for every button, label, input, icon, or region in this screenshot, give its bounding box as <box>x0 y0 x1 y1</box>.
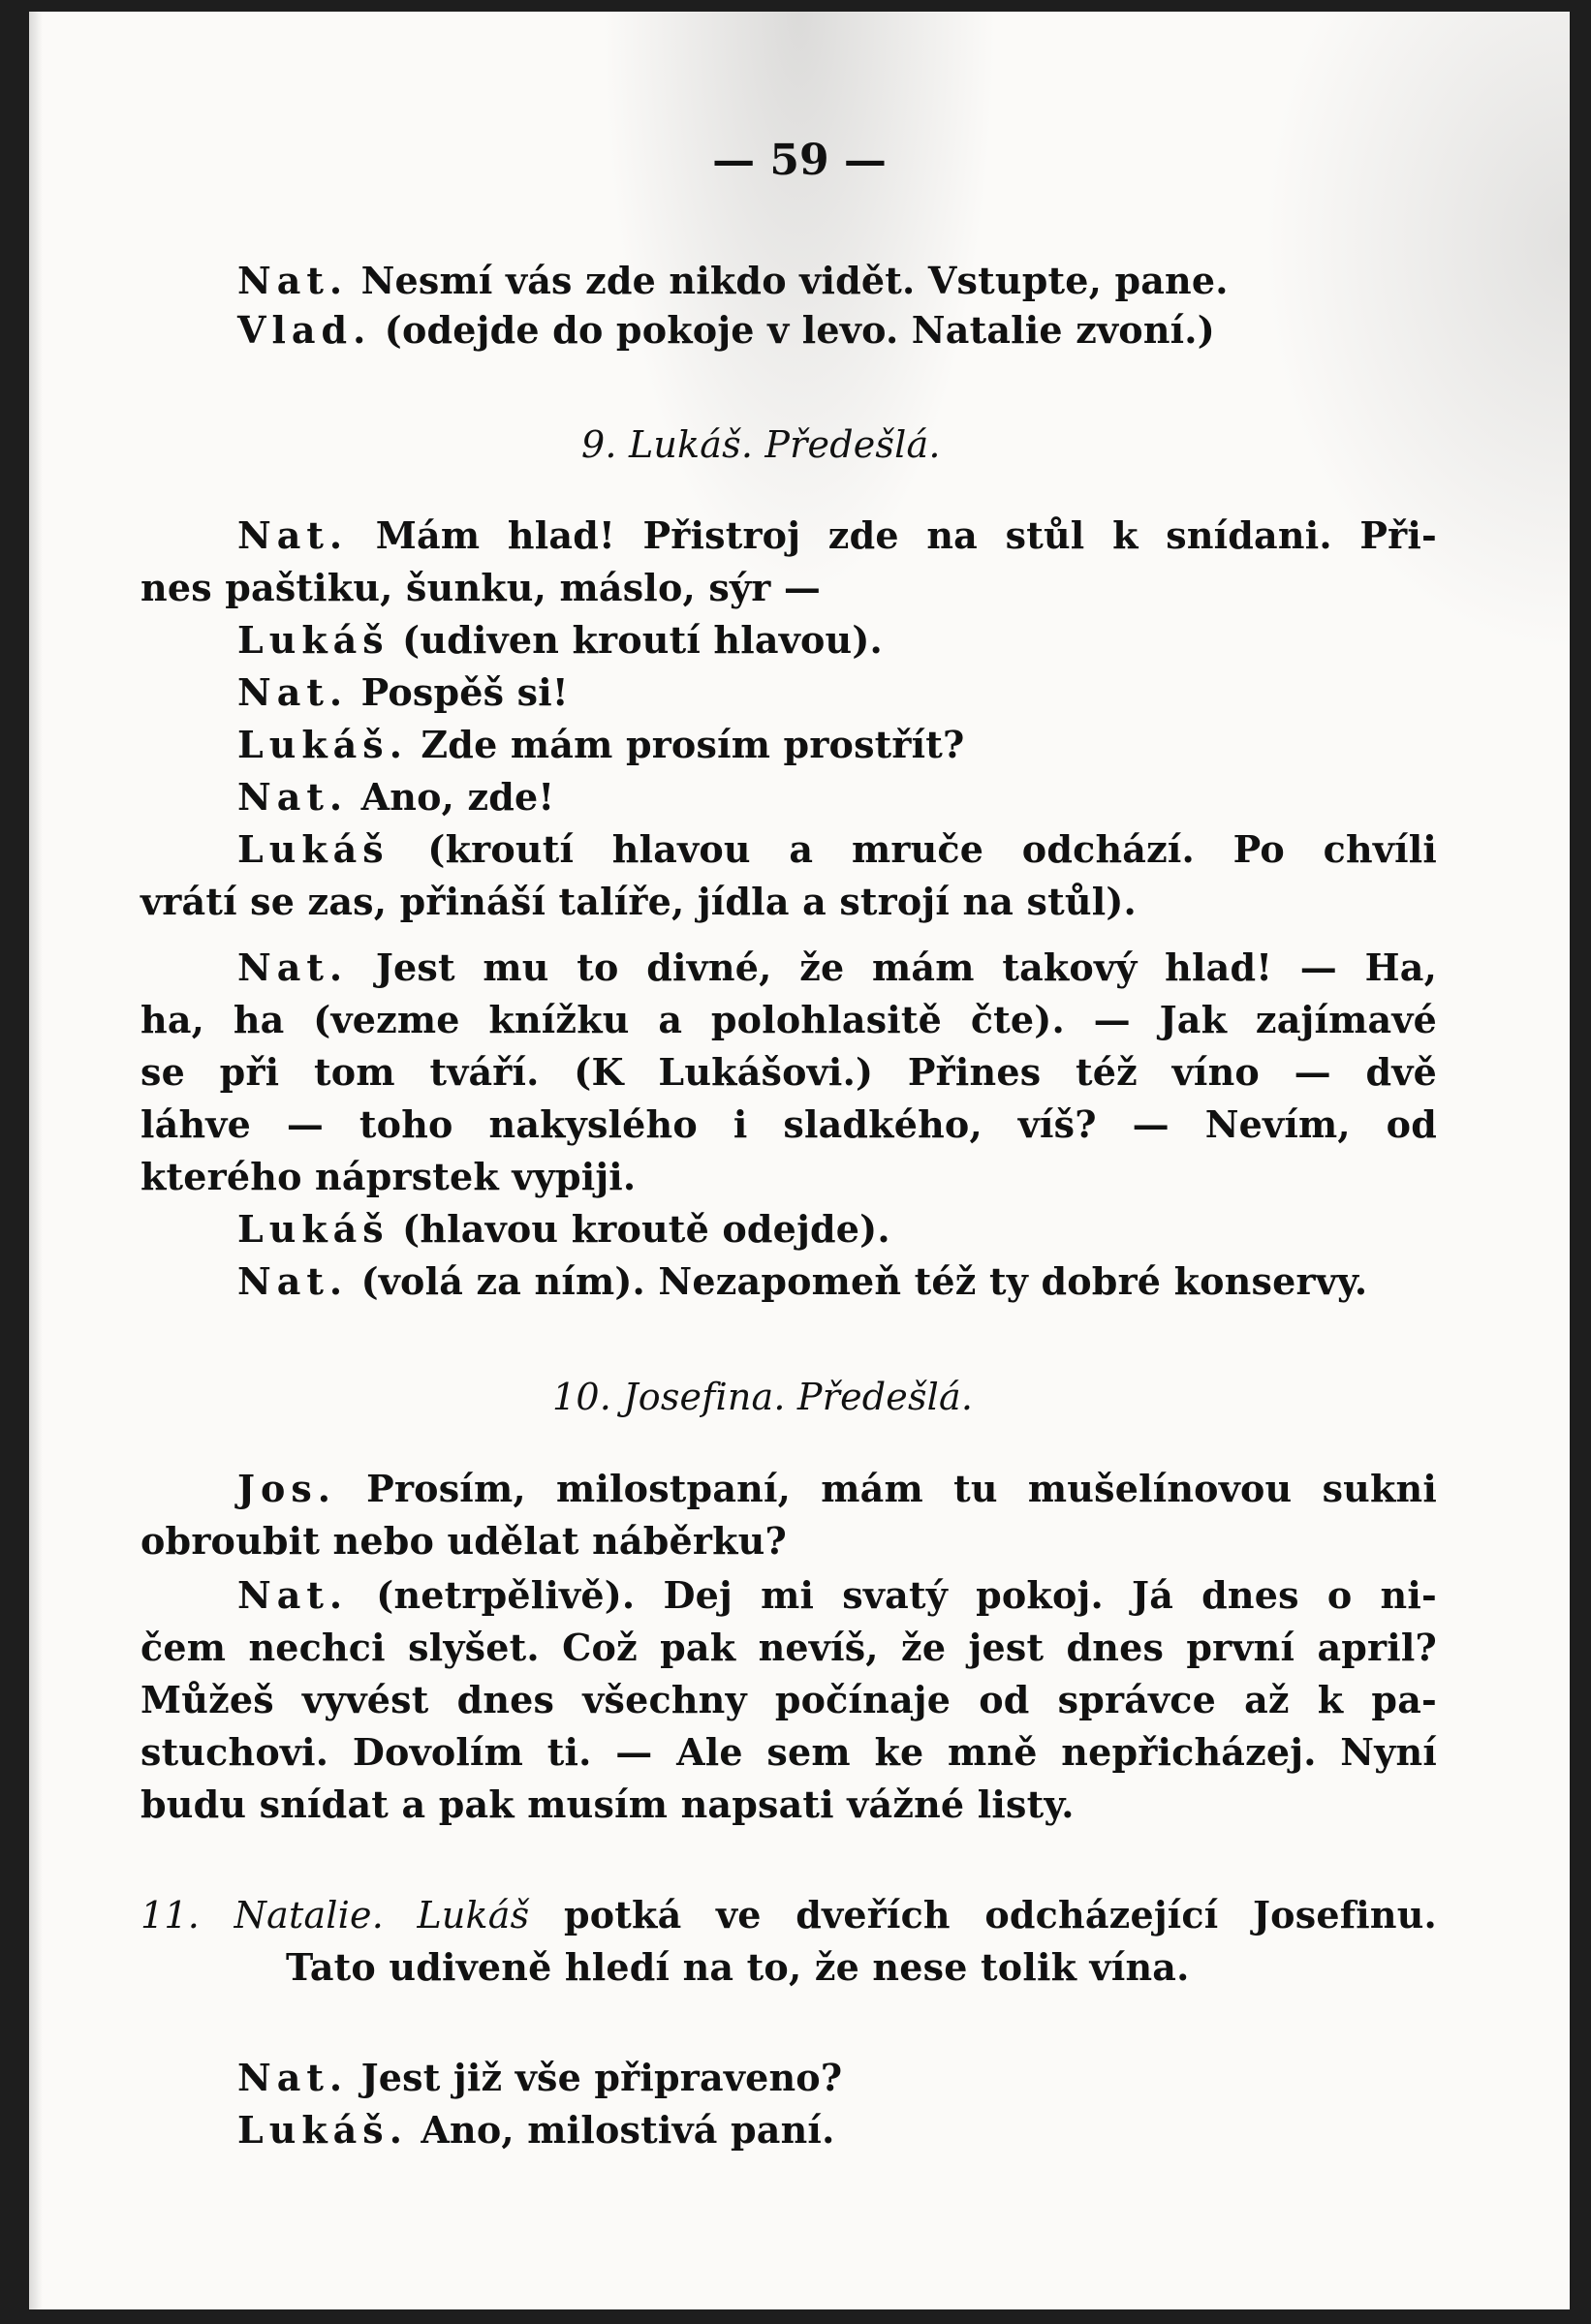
dialogue-line <box>140 1519 787 1563</box>
line-text: (udiven kroutí hlavou). <box>402 618 883 662</box>
book-page <box>29 12 1570 2309</box>
line-text: (kroutí hlavou a mruče odchází. Po chvíli <box>427 827 1437 871</box>
line-text: se při tom tváří. (K Lukášovi.) Přines též víno — dvě <box>140 1050 1437 1094</box>
dialogue-line <box>237 2108 835 2152</box>
page-number: — 59 — <box>712 136 887 185</box>
line-text: Mám hlad! Přistroj zde na stůl k snídani. Při- <box>375 513 1437 557</box>
speaker: Vlad. <box>237 308 372 352</box>
speaker: Nat. <box>237 775 349 819</box>
line-text: (netrpělivě). Dej mi svatý pokoj. Já dnes o ni- <box>376 1573 1437 1617</box>
dialogue-line <box>237 670 569 714</box>
line-text: (volá za ním). Nezapomeň též ty dobré konservy. <box>360 1259 1368 1303</box>
dialogue-line <box>237 775 554 819</box>
scene-number: 11. <box>140 1894 201 1937</box>
scene-title: Natalie. Lukáš <box>234 1894 530 1937</box>
speaker: Nat. <box>237 259 349 302</box>
line-text: Pospěš si! <box>360 670 569 714</box>
speaker: Nat. <box>237 513 349 557</box>
line-text: (hlavou kroutě odejde). <box>402 1207 890 1251</box>
scene-title: Josefina. Předešlá. <box>623 1376 974 1418</box>
dialogue-line <box>140 1050 1437 1094</box>
line-text: budu snídat a pak musím napsati vážné listy. <box>140 1782 1075 1826</box>
line-text: kterého náprstek vypiji. <box>140 1155 637 1198</box>
scene-title: Lukáš. Předešlá. <box>628 423 941 466</box>
dialogue-line <box>140 998 1437 1041</box>
speaker: Lukáš. <box>237 2108 408 2152</box>
dialogue-line <box>140 1467 1437 1510</box>
dialogue-line <box>237 618 883 662</box>
dialogue-line <box>237 308 1215 352</box>
scene-heading <box>552 1376 973 1418</box>
line-text: Prosím, milostpaní, mám tu mušelínovou sukni <box>366 1467 1438 1510</box>
speaker: Lukáš <box>237 1207 390 1251</box>
dialogue-line <box>237 1259 1367 1303</box>
line-text: Jest již vše připraveno? <box>360 2056 843 2099</box>
dialogue-line <box>237 1207 890 1251</box>
dialogue-line <box>140 1155 636 1198</box>
scene-heading <box>581 423 941 466</box>
speaker: Nat. <box>237 1259 349 1303</box>
dialogue-line <box>140 1730 1437 1774</box>
line-text: čem nechci slyšet. Což pak nevíš, že jest dnes první april? <box>140 1626 1437 1669</box>
page-edge-shadow <box>29 12 43 2309</box>
speaker: Lukáš <box>237 618 390 662</box>
dialogue-line <box>140 513 1437 557</box>
speaker: Lukáš. <box>237 723 408 766</box>
scene-number: 10. <box>552 1376 612 1418</box>
line-text: Zde mám prosím prostřít? <box>421 723 965 766</box>
line-text: ha, ha (vezme knížku a polohlasitě čte). — Jak zajímavé <box>140 998 1437 1041</box>
dialogue-line <box>140 1102 1437 1146</box>
scene-number: 9. <box>581 423 617 466</box>
dialogue-line <box>140 945 1437 989</box>
dialogue-line <box>140 827 1437 871</box>
dialogue-line <box>237 723 965 766</box>
line-text: Tato udiveně hledí na to, že nese tolik vína. <box>286 1945 1190 1989</box>
line-text: potká ve dveřích odcházející Josefinu. <box>563 1893 1437 1937</box>
line-text: Ano, milostivá paní. <box>421 2108 835 2152</box>
speaker: Nat. <box>237 670 349 714</box>
speaker: Nat. <box>237 945 349 989</box>
line-text: láhve — toho nakyslého i sladkého, víš? — Nevím, od <box>140 1102 1437 1146</box>
dialogue-line <box>286 1945 1190 1989</box>
dialogue-line <box>140 1678 1437 1721</box>
speaker: Lukáš <box>237 827 390 871</box>
line-text: (odejde do pokoje v levo. Natalie zvoní.) <box>384 308 1215 352</box>
line-text: Jest mu to divné, že mám takový hlad! — Ha, <box>375 945 1437 989</box>
dialogue-line <box>140 566 821 609</box>
speaker: Nat. <box>237 2056 349 2099</box>
speaker: Jos. <box>237 1467 336 1510</box>
line-text: Nesmí vás zde nikdo vidět. Vstupte, pane. <box>360 259 1229 302</box>
line-text: stuchovi. Dovolím ti. — Ale sem ke mně nepřicházej. Nyní <box>140 1730 1437 1774</box>
dialogue-line <box>237 259 1229 302</box>
line-text: Můžeš vyvést dnes všechny počínaje od správce až k pa- <box>140 1678 1437 1721</box>
line-text: obroubit nebo udělat náběrku? <box>140 1519 787 1563</box>
line-text: Ano, zde! <box>360 775 555 819</box>
dialogue-line <box>140 1626 1437 1669</box>
line-text: nes paštiku, šunku, máslo, sýr — <box>140 566 822 609</box>
dialogue-line <box>140 1573 1437 1617</box>
speaker: Nat. <box>237 1573 349 1617</box>
line-text: vrátí se zas, přináší talíře, jídla a strojí na stůl). <box>140 880 1137 923</box>
dialogue-line <box>140 880 1137 923</box>
scene-heading <box>140 1893 1437 1937</box>
dialogue-line <box>140 1782 1075 1826</box>
dialogue-line <box>237 2056 842 2099</box>
